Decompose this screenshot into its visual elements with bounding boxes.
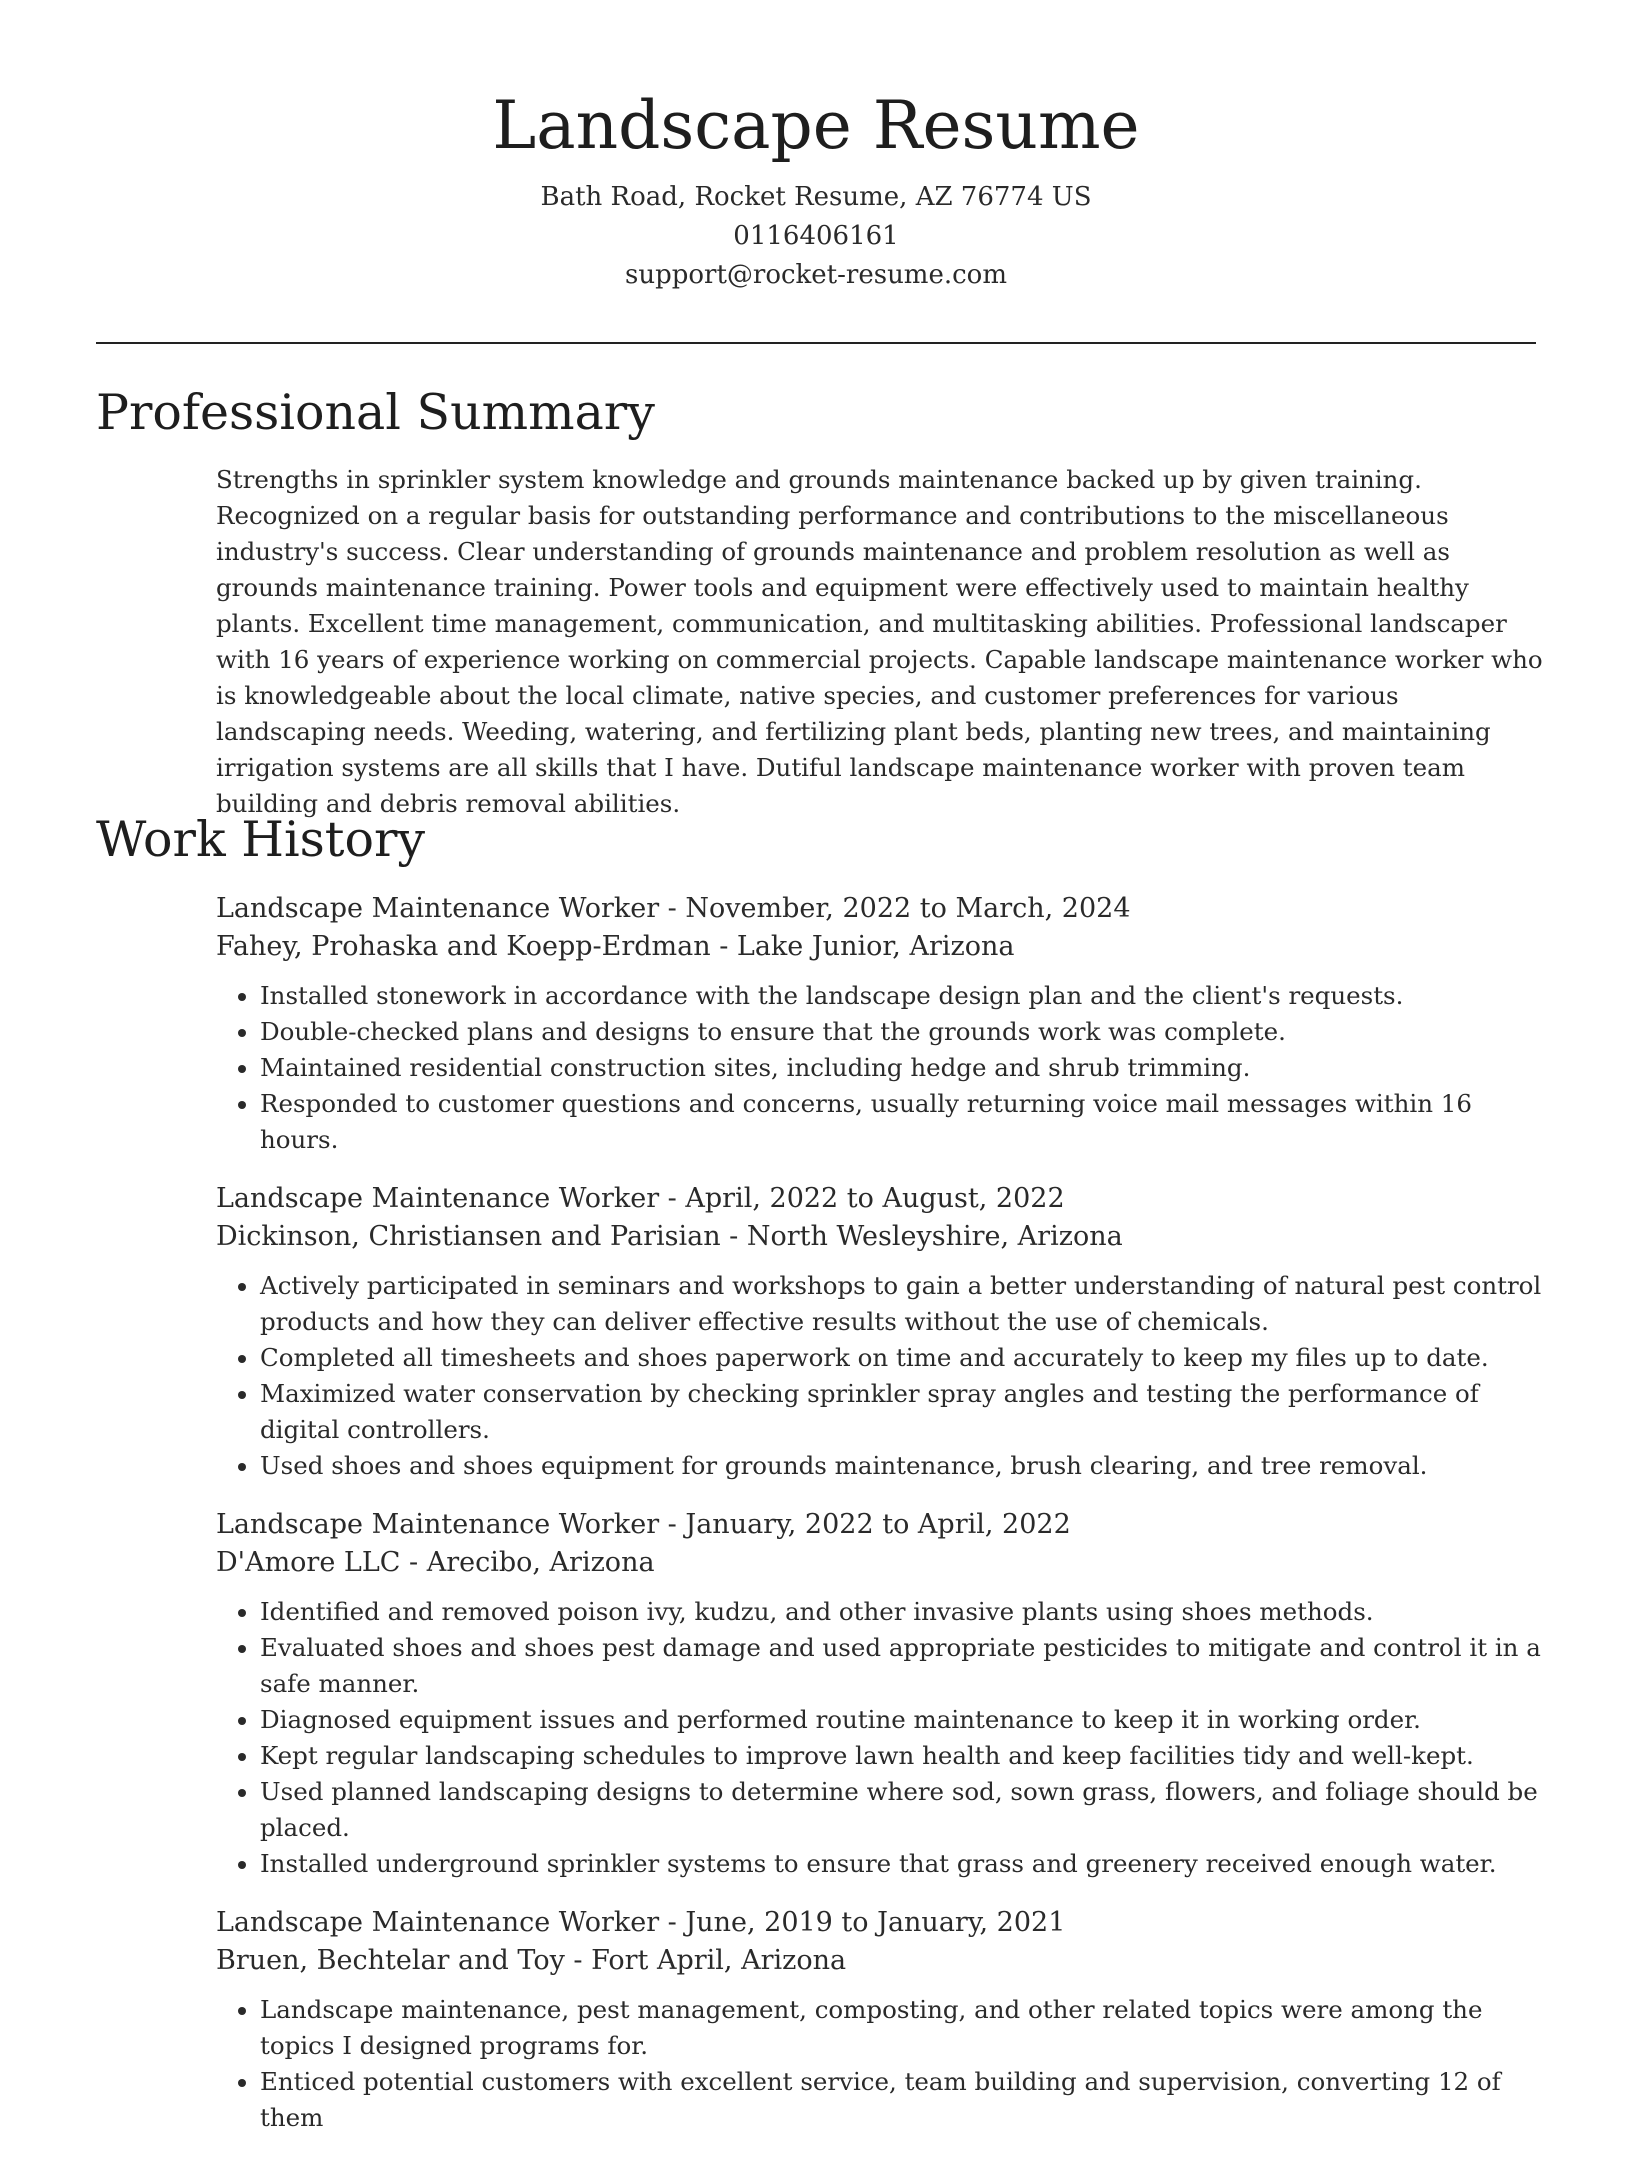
job-duty-item: • Actively participated in seminars and workshops to gain a better understanding of natural pest control products and how they can deliver effective results without the use of chemicals. — [260, 1268, 1546, 1340]
summary-heading: Professional Summary — [96, 384, 655, 441]
job-entry — [216, 1180, 1546, 1484]
job-duty-item: • Landscape maintenance, pest management, composting, and other related topics were among the topics I designed programs for. — [260, 1992, 1546, 2064]
job-duties-list — [216, 1594, 1546, 1882]
job-title: Landscape Maintenance Worker - June, 2019 to January, 2021 — [216, 1907, 1066, 1938]
job-duties-list — [216, 978, 1546, 1158]
job-duty-item: • Double-checked plans and designs to ensure that the grounds work was complete. — [260, 1014, 1546, 1050]
job-entry — [216, 890, 1546, 1158]
job-duty-item: • Kept regular landscaping schedules to improve lawn health and keep facilities tidy and well-kept. — [260, 1738, 1546, 1774]
header-divider — [96, 342, 1536, 344]
contact-address: Bath Road, Rocket Resume, AZ 76774 US — [540, 182, 1092, 212]
contact-email: support@rocket-resume.com — [624, 260, 1007, 290]
job-duty-item: • Evaluated shoes and shoes pest damage and used appropriate pesticides to mitigate and control it in a safe manner. — [260, 1630, 1546, 1702]
work-history-heading: Work History — [96, 811, 426, 868]
contact-block — [0, 178, 1632, 295]
job-duty-item: • Installed underground sprinkler systems to ensure that grass and greenery received enough water. — [260, 1846, 1546, 1882]
resume-name: Landscape Resume — [492, 87, 1140, 164]
job-company: Dickinson, Christiansen and Parisian - North Wesleyshire, Arizona — [216, 1221, 1123, 1252]
work-history-list — [216, 890, 1546, 2158]
job-duty-item: • Completed all timesheets and shoes paperwork on time and accurately to keep my files up to date. — [260, 1340, 1546, 1376]
job-duty-item: • Enticed potential customers with excellent service, team building and supervision, converting 12 of them — [260, 2064, 1546, 2136]
job-duty-item: • Maintained residential construction sites, including hedge and shrub trimming. — [260, 1050, 1546, 1086]
job-duty-item: • Diagnosed equipment issues and performed routine maintenance to keep it in working order. — [260, 1702, 1546, 1738]
job-duty-item: • Installed stonework in accordance with the landscape design plan and the client's requests. — [260, 978, 1546, 1014]
job-entry — [216, 1506, 1546, 1882]
job-duty-item: • Used shoes and shoes equipment for grounds maintenance, brush clearing, and tree removal. — [260, 1448, 1546, 1484]
job-company: D'Amore LLC - Arecibo, Arizona — [216, 1547, 655, 1578]
summary-text: Strengths in sprinkler system knowledge and grounds maintenance backed up by given training. Recognized on a regular basis for outstanding performance and contributions to the miscellaneous industry's success. Clear understanding of grounds maintenance and problem resolution as well as grounds maintenance training. Power tools and equipment were effectively used to maintain healthy plants. Excellent time management, communication, and multitasking abilities. Professional landscaper with 16 years of experience working on commercial projects. Capable landscape maintenance worker who is knowledgeable about the local climate, native species, and customer preferences for various landscaping needs. Weeding, watering, and fertilizing plant beds, planting new trees, and maintaining irrigation systems are all skills that I have. Dutiful landscape maintenance worker with proven team building and debris removal abilities. — [216, 465, 1543, 818]
job-title: Landscape Maintenance Worker - January, 2022 to April, 2022 — [216, 1509, 1071, 1540]
job-title: Landscape Maintenance Worker - November, 2022 to March, 2024 — [216, 893, 1131, 924]
job-company: Fahey, Prohaska and Koepp-Erdman - Lake Junior, Arizona — [216, 931, 1015, 962]
job-duties-list — [216, 1268, 1546, 1484]
contact-phone: 0116406161 — [733, 221, 899, 251]
job-entry — [216, 1904, 1546, 2136]
resume-header — [0, 82, 1632, 295]
job-title: Landscape Maintenance Worker - April, 2022 to August, 2022 — [216, 1183, 1065, 1214]
job-company: Bruen, Bechtelar and Toy - Fort April, Arizona — [216, 1945, 847, 1976]
job-duties-list — [216, 1992, 1546, 2136]
job-duty-item: • Identified and removed poison ivy, kudzu, and other invasive plants using shoes methods. — [260, 1594, 1546, 1630]
job-duty-item: • Responded to customer questions and concerns, usually returning voice mail messages within 16 hours. — [260, 1086, 1546, 1158]
job-duty-item: • Used planned landscaping designs to determine where sod, sown grass, flowers, and foliage should be placed. — [260, 1774, 1546, 1846]
job-duty-item: • Maximized water conservation by checking sprinkler spray angles and testing the performance of digital controllers. — [260, 1376, 1546, 1448]
